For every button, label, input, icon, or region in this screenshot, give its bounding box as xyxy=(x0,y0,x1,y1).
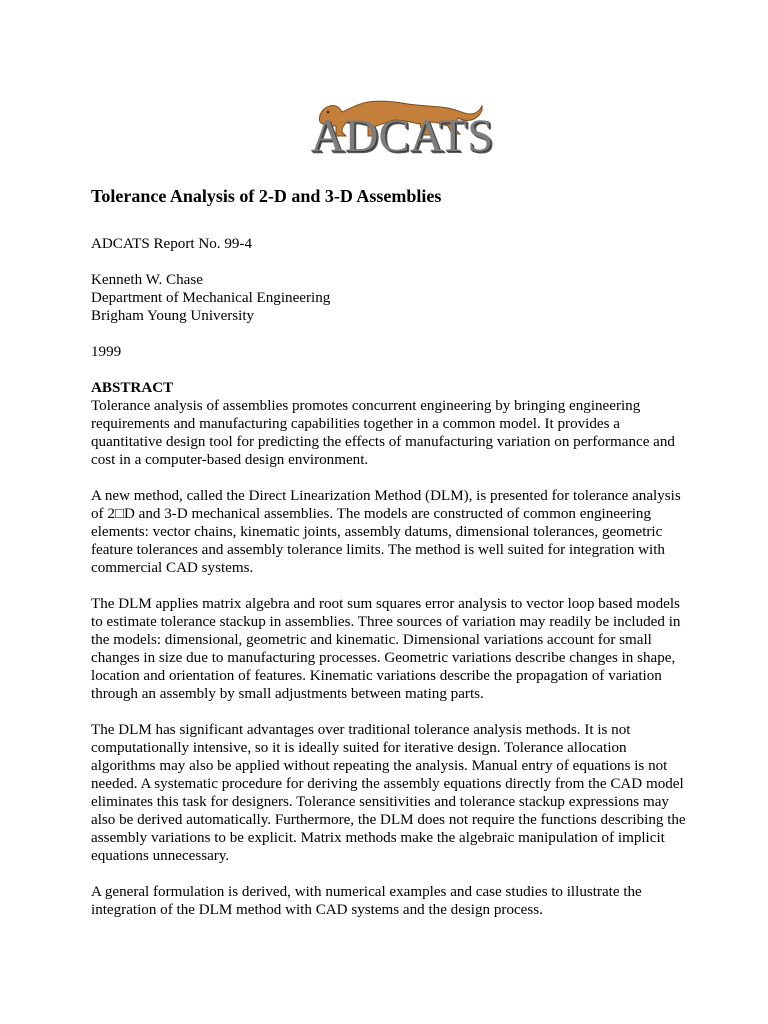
author-university: Brigham Young University xyxy=(91,308,255,324)
abstract-paragraph-5: A general formulation is derived, with numerical examples and case studies to illustrate the integration of the DLM method with CAD systems and the design process. xyxy=(91,884,642,918)
abstract-paragraph-2: A new method, called the Direct Linearization Method (DLM), is presented for tolerance analysis of 2□D and 3-D mechanical assemblies. The models are constructed of common engineering elements: vector chains, kinematic joints, assembly datums, dimensional tolerances, geometric feature tolerances and assembly tolerance limits. The method is well suited for integration with commercial CAD systems. xyxy=(91,488,681,576)
abstract-paragraph-1 xyxy=(91,379,691,469)
author-name: Kenneth W. Chase xyxy=(91,272,203,288)
report-year: 1999 xyxy=(91,344,122,360)
author-block xyxy=(91,271,691,325)
abstract-paragraph-3: The DLM applies matrix algebra and root sum squares error analysis to vector loop based models to estimate tolerance stackup in assemblies. Three sources of variation may readily be included in the models: dimensional, geometric and kinematic. Dimensional variations account for small changes in size due to manufacturing processes. Geometric variations describe changes in shape, location and orientation of features. Kinematic variations describe the propagation of variation through an assembly by small adjustments between mating parts. xyxy=(91,596,681,702)
document-title: Tolerance Analysis of 2-D and 3-D Assemblies xyxy=(91,186,442,206)
abstract-text-1: Tolerance analysis of assemblies promotes concurrent engineering by bringing engineering requirements and manufacturing capabilities together in a common model. It provides a quantitative design tool for predicting the effects of manufacturing variation on performance and cost in a computer-based design environment. xyxy=(91,398,675,468)
abstract-heading: ABSTRACT xyxy=(91,380,174,396)
report-number: ADCATS Report No. 99-4 xyxy=(91,236,252,252)
abstract-paragraph-4: The DLM has significant advantages over traditional tolerance analysis methods. It is not computationally intensive, so it is ideally suited for iterative design. Tolerance allocation algorithms may also be applied without repeating the analysis. Manual entry of equations is not needed. A systematic procedure for deriving the assembly equations directly from the CAD model eliminates this task for designers. Tolerance sensitivities and tolerance stackup expressions may also be derived automatically. Furthermore, the DLM does not require the functions describing the assembly variations to be explicit. Matrix methods make the algebraic manipulation of implicit equations unnecessary. xyxy=(91,722,686,864)
author-department: Department of Mechanical Engineering xyxy=(91,290,331,306)
logo-wordmark: ADCATS xyxy=(310,110,494,162)
document-body xyxy=(91,185,691,937)
adcats-logo xyxy=(300,92,500,164)
